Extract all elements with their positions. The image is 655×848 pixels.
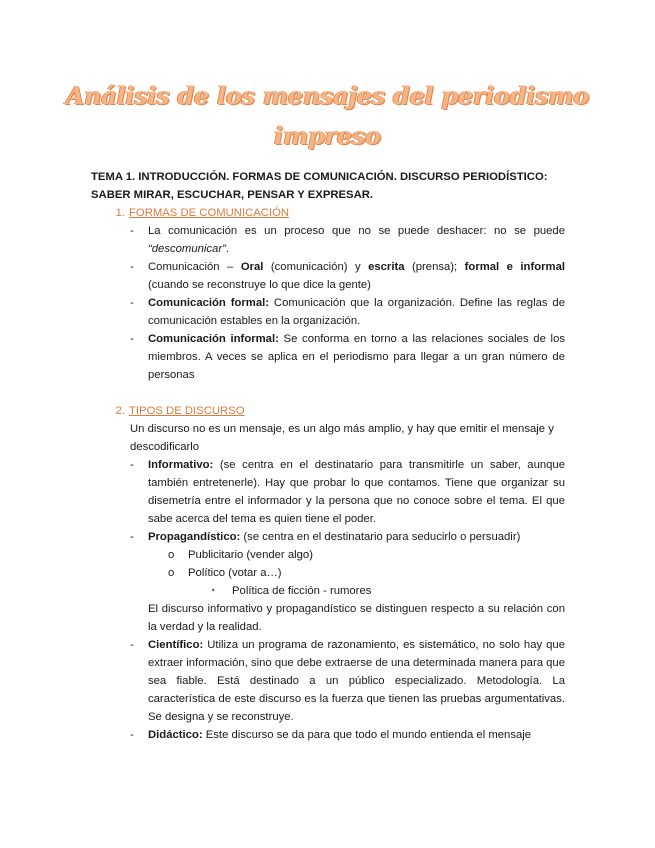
list-item bbox=[130, 222, 565, 258]
item-bold: Oral bbox=[240, 261, 264, 273]
list-item bbox=[130, 294, 565, 330]
item-text: (prensa); bbox=[404, 261, 465, 273]
sub-list-item bbox=[168, 564, 565, 582]
dash-marker: - bbox=[130, 261, 134, 273]
item-text: (se centra en el destinatario para seducirlo o persuadir) bbox=[240, 531, 521, 543]
section-1-label: FORMAS DE COMUNICACIÓN bbox=[129, 207, 290, 219]
item-bold: Comunicación informal: bbox=[148, 333, 279, 345]
dash-marker: - bbox=[130, 333, 134, 345]
item-text: La comunicación es un proceso que no se puede deshacer: no se puede bbox=[148, 225, 565, 237]
dash-marker: - bbox=[130, 225, 134, 237]
section-2-list bbox=[130, 420, 565, 744]
dash-marker: - bbox=[130, 459, 134, 471]
list-item bbox=[130, 726, 565, 744]
section-2-intro: Un discurso no es un mensaje, es un algo más amplio, y hay que emitir el mensaje y descodificarlo bbox=[130, 423, 554, 453]
list-item bbox=[130, 636, 565, 726]
item-text: Utiliza un programa de razonamiento, es sistemático, no solo hay que extraer información, sino que debe extraerse de una determinada manera para que sea fiable. Está destinado a un público especializado. Metodología. La característica de este discurso es la fuerza que tienen las pruebas argumentativas. Se designa y se reconstruye. bbox=[148, 639, 565, 723]
sub-sub-list-item bbox=[212, 582, 565, 600]
item-bold: Propagandístico: bbox=[148, 531, 241, 543]
sub-item-text: Publicitario (vender algo) bbox=[188, 549, 313, 561]
dash-marker: - bbox=[130, 729, 134, 741]
item-bold: Científico: bbox=[148, 639, 204, 651]
item-text: Comunicación – bbox=[148, 261, 241, 273]
sub-list-item bbox=[168, 546, 565, 564]
section-2-label: TIPOS DE DISCURSO bbox=[129, 405, 245, 417]
sub-sub-item-text: Política de ficción - rumores bbox=[232, 585, 372, 597]
item-bold: Informativo: bbox=[148, 459, 214, 471]
item-text: . bbox=[225, 243, 229, 255]
item-bold: escrita bbox=[368, 261, 405, 273]
section-1-list bbox=[130, 222, 565, 384]
item-text: (cuando se reconstruye lo que dice la gente) bbox=[148, 279, 371, 291]
item-bold: Didáctico: bbox=[148, 729, 203, 741]
dash-marker: - bbox=[130, 639, 134, 651]
item-bold: formal e informal bbox=[464, 261, 565, 273]
section-2-heading bbox=[91, 402, 565, 420]
dash-marker: - bbox=[130, 531, 134, 543]
item-text: Este discurso se da para que todo el mundo entienda el mensaje bbox=[202, 729, 532, 741]
section-2-number: 2. bbox=[115, 405, 125, 417]
list-item bbox=[130, 258, 565, 294]
item-bold: Comunicación formal: bbox=[148, 297, 270, 309]
title-line-2: impreso bbox=[274, 121, 381, 150]
item-text: Comunicación que la organización. Define las reglas de comunicación estables en la organización. bbox=[148, 297, 565, 327]
dash-marker: - bbox=[130, 297, 134, 309]
topic-heading: TEMA 1. INTRODUCCIÓN. FORMAS DE COMUNICACIÓN. DISCURSO PERIODÍSTICO: SABER MIRAR, ESCUCHAR, PENSAR Y EXPRESAR. bbox=[91, 171, 548, 201]
circle-marker: o bbox=[168, 549, 175, 561]
document-body bbox=[91, 168, 565, 744]
item-italic: “descomunicar” bbox=[148, 243, 226, 255]
title-line-1: Análisis de los mensajes del periodismo bbox=[65, 81, 590, 110]
circle-marker: o bbox=[168, 567, 175, 579]
section-1-heading bbox=[91, 204, 565, 222]
list-item bbox=[130, 528, 565, 546]
item-text: Se conforma en torno a las relaciones sociales de los miembros. A veces se aplica en el periodismo para llegar a un gran número de personas bbox=[148, 333, 566, 381]
section-1-number: 1. bbox=[115, 207, 125, 219]
list-item bbox=[130, 330, 565, 384]
item-text: (se centra en el destinatario para transmitirle un saber, aunque también entretenerle). Hay que probar lo que contamos. Tiene que organizar su disemetría entre el informador y la persona que no conoce sobre el tema. El que sabe acerca del tema es quien tiene el poder. bbox=[148, 459, 565, 525]
document-title bbox=[0, 76, 655, 156]
square-marker: ▪ bbox=[212, 587, 215, 594]
sub-item-text: Político (votar a…) bbox=[188, 567, 282, 579]
section-2-note: El discurso informativo y propagandístico se distinguen respecto a su relación con la verdad y la realidad. bbox=[148, 603, 565, 633]
item-text: (comunicación) y bbox=[263, 261, 369, 273]
list-item bbox=[130, 456, 565, 528]
